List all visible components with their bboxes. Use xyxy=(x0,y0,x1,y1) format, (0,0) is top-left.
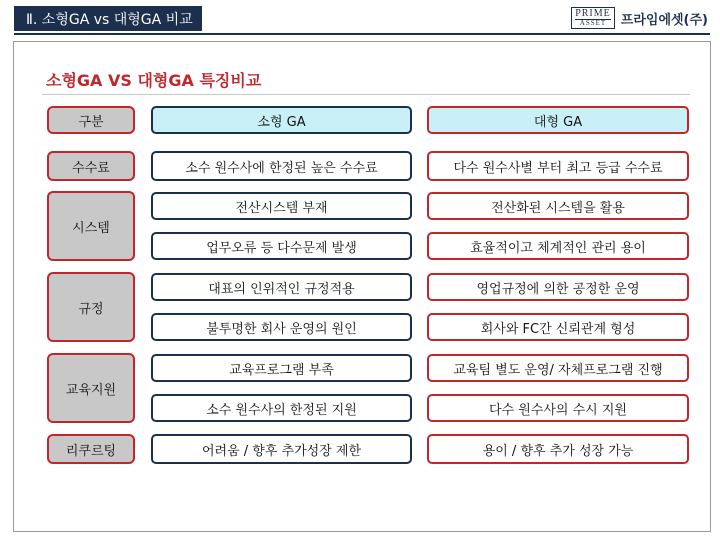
small-ga-regulation-1: 대표의 인위적인 규정적용 xyxy=(151,273,412,301)
large-ga-regulation-2: 회사와 FC간 신뢰관계 형성 xyxy=(427,313,689,341)
small-ga-system-2: 업무오류 등 다수문제 발생 xyxy=(151,232,412,260)
large-ga-education-2: 다수 원수사의 수시 지원 xyxy=(427,394,689,422)
large-ga-education-1: 교육팀 별도 운영/ 자체프로그램 진행 xyxy=(427,354,689,382)
slide-title: 소형GA VS 대형GA 특징비교 xyxy=(46,71,262,90)
logo-mark xyxy=(571,7,615,29)
logo-text: 프라임에셋(주) xyxy=(620,12,708,28)
header-rule xyxy=(14,33,710,35)
logo-line1: PRIME xyxy=(575,8,611,19)
header-large-ga-cell: 대형 GA xyxy=(427,106,689,134)
header-small-ga-cell: 소형 GA xyxy=(151,106,412,134)
section-label: Ⅱ. 소형GA vs 대형GA 비교 xyxy=(26,11,193,28)
header-category-cell: 구분 xyxy=(47,106,135,134)
category-recruiting: 리쿠르팅 xyxy=(47,434,135,464)
large-ga-regulation-1: 영업규정에 의한 공정한 운영 xyxy=(427,273,689,301)
large-ga-system-2: 효율적이고 체계적인 관리 용이 xyxy=(427,232,689,260)
category-education: 교육지원 xyxy=(47,353,135,423)
category-system: 시스템 xyxy=(47,191,135,261)
title-rule xyxy=(42,94,690,95)
small-ga-education-2: 소수 원수사의 한정된 지원 xyxy=(151,394,412,422)
small-ga-regulation-2: 불투명한 회사 운영의 원인 xyxy=(151,313,412,341)
large-ga-fee: 다수 원수사별 부터 최고 등급 수수료 xyxy=(427,151,689,181)
large-ga-recruiting: 용이 / 향후 추가 성장 가능 xyxy=(427,434,689,464)
category-regulation: 규정 xyxy=(47,272,135,342)
large-ga-system-1: 전산화된 시스템을 활용 xyxy=(427,192,689,220)
small-ga-recruiting: 어려움 / 향후 추가성장 제한 xyxy=(151,434,412,464)
company-logo xyxy=(571,5,708,31)
small-ga-system-1: 전산시스템 부재 xyxy=(151,192,412,220)
small-ga-fee: 소수 원수사에 한정된 높은 수수료 xyxy=(151,151,412,181)
section-tab xyxy=(14,6,202,31)
category-fee: 수수료 xyxy=(47,151,135,181)
small-ga-education-1: 교육프로그램 부족 xyxy=(151,354,412,382)
logo-line2: ASSET xyxy=(575,19,611,27)
